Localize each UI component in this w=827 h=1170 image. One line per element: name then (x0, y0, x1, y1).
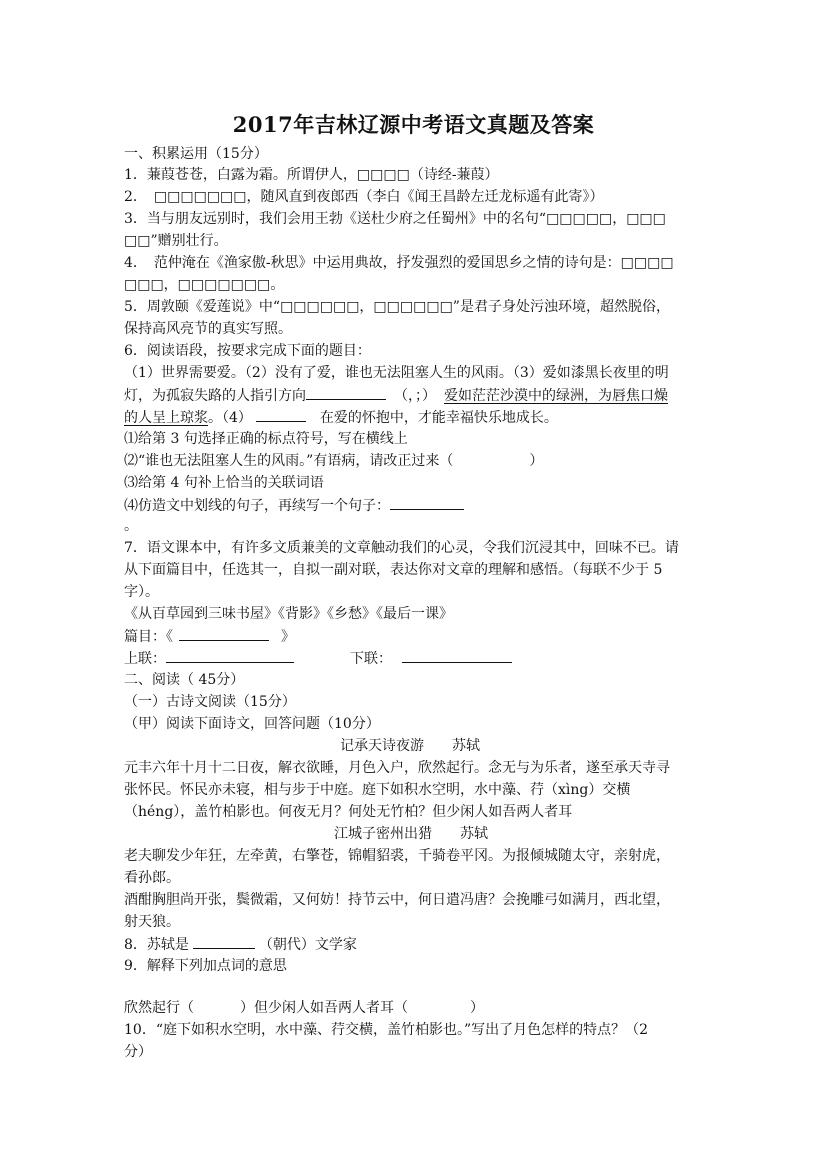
subquestion-4 (124, 495, 464, 516)
answer-blank[interactable] (306, 385, 386, 400)
subquestion-3: ⑶给第 4 句补上恰当的关联词语 (124, 475, 324, 491)
subquestion-text: ⑷仿造文中划线的句子，再续写一个句子： (124, 498, 390, 514)
text-line-7: 射天狼。 (124, 914, 180, 930)
question-9-items (124, 998, 484, 1018)
title-blank[interactable] (179, 626, 269, 641)
answer-blank[interactable] (256, 407, 306, 422)
text-line-1: 元丰六年十月十二日夜，解衣欲睡，月色入户，欣然起行。念无与为乐者，遂至承天寺寻 (124, 760, 670, 776)
question-10-line-1: 10．“庭下如积水空明，水中藻、荇交横，盖竹柏影也。”写出了月色怎样的特点？（2 (124, 1022, 649, 1038)
item-text: 欣然起行（ (124, 1000, 194, 1016)
title-choice-line (124, 626, 295, 647)
text-line-2: 张怀民。怀民亦未寝，相与步于中庭。庭下如积水空明，水中藻、荇（xìng）交横 (124, 782, 631, 798)
subsection-heading: （一）古诗文阅读（15分） (124, 694, 296, 710)
passage-line-1: （1）世界需要爱。（2）没有了爱，谁也无法阻塞人生的风雨。（3）爱如漆黑长夜里的明 (124, 365, 669, 381)
item-text: ）但少闲人如吾两人者耳（ (240, 1000, 408, 1016)
question-7-line-1: 7．语文课本中，有许多文质兼美的文章触动我们的心灵，令我们沉浸其中，回味不已。请 (124, 540, 679, 556)
poem-1-title: 记承天诗夜游 苏轼 (340, 738, 480, 754)
passage-line-3 (124, 407, 558, 428)
question-10-line-2: 分） (124, 1044, 152, 1060)
question-3-line-2: □□”赠别壮行。 (124, 233, 228, 249)
first-line-blank[interactable] (166, 648, 294, 663)
part-heading: （甲）阅读下面诗文，回答问题（10分） (124, 716, 380, 732)
subquestion-4-end: 。 (124, 518, 138, 534)
punctuation-options: （，；） (394, 388, 436, 404)
question-text: （朝代）文学家 (258, 937, 357, 953)
text-line-6: 酒酣胸胆尚开张，鬓微霜，又何妨！持节云中，何日遣冯唐？会挽雕弓如满月，西北望， (124, 892, 670, 908)
question-4-line-1: 4． 范仲淹在《渔家傲-秋思》中运用典故，抒发强烈的爱国思乡之情的诗句是：□□□□ (124, 255, 674, 271)
question-6: 6．阅读语段，按要求完成下面的题目： (124, 343, 371, 359)
question-7-line-3: 字）。 (124, 584, 159, 600)
question-5-line-1: 5．周敦颐《爱莲说》中“□□□□□□，□□□□□□”是君子身处污浊环境，超然脱俗， (124, 299, 670, 315)
subquestion-1: ⑴给第 3 句选择正确的标点符号，写在横线上 (124, 431, 408, 447)
first-line-label: 上联： (124, 651, 166, 667)
question-3-line-1: 3．当与朋友远别时，我们会用王勃《送杜少府之任蜀州》中的名句“□□□□□，□□□ (124, 211, 666, 227)
answer-blank[interactable] (193, 934, 255, 949)
title-label: 篇目：《 (124, 629, 173, 645)
question-7-titles: 《从百草园到三味书屋》《背影》《乡愁》《最后一课》 (124, 606, 453, 622)
subquestion-text: ⑵“谁也无法阻塞人生的风雨。”有语病，请改正过来（ (124, 453, 454, 469)
passage-text: 在爱的怀抱中，才能幸福快乐地成长。 (319, 410, 558, 426)
section-heading-1: 一、积累运用（15分） (124, 146, 268, 162)
question-7-line-2: 从下面篇目中，任选其一，自拟一副对联，表达你对文章的理解和感悟。（每联不少于 5 (124, 562, 663, 578)
text-line-3: （héng），盖竹柏影也。何夜无月？何处无竹柏？但少闲人如吾两人者耳 (124, 804, 573, 820)
passage-text: 灯，为孤寂失路的人指引方向 (124, 388, 306, 404)
document-title: 2017年吉林辽源中考语文真题及答案 (232, 112, 595, 137)
text-line-5: 看孙郎。 (124, 870, 180, 886)
passage-line-2 (124, 385, 668, 406)
second-line-blank[interactable] (402, 648, 512, 663)
subquestion-2 (124, 451, 543, 471)
second-line-label: 下联： (350, 651, 392, 667)
question-8 (124, 934, 357, 955)
subquestion-text: ） (529, 453, 544, 469)
underlined-sentence-end: 的人呈上琼浆 (124, 410, 208, 426)
underlined-sentence: 爱如茫茫沙漠中的绿洲，为唇焦口燥 (444, 388, 668, 404)
question-4-line-2: □□□，□□□□□□□。 (124, 277, 285, 293)
question-2: 2． □□□□□□□，随风直到夜郎西（李白《闻王昌龄左迁龙标遥有此寄》） (124, 189, 604, 205)
couplet-line (124, 648, 512, 669)
item-text: ） (470, 1000, 484, 1016)
poem-2-title: 江城子密州出猎 苏轼 (334, 826, 488, 842)
title-end: 》 (281, 629, 295, 645)
section-heading-2: 二、阅读（ 45分） (124, 672, 245, 688)
answer-blank[interactable] (390, 495, 464, 510)
passage-text: 。（4） (208, 410, 252, 426)
text-line-4: 老夫聊发少年狂，左牵黄，右擎苍，锦帽貂裘，千骑卷平冈。为报倾城随太守，亲射虎， (124, 848, 670, 864)
question-5-line-2: 保持高风亮节的真实写照。 (124, 321, 292, 337)
question-9: 9．解释下列加点词的意思 (124, 958, 287, 974)
question-text: 8．苏轼是 (124, 937, 189, 953)
question-1: 1．蒹葭苍苍，白露为霜。所谓伊人，□□□□（诗经-蒹葭） (124, 167, 499, 183)
